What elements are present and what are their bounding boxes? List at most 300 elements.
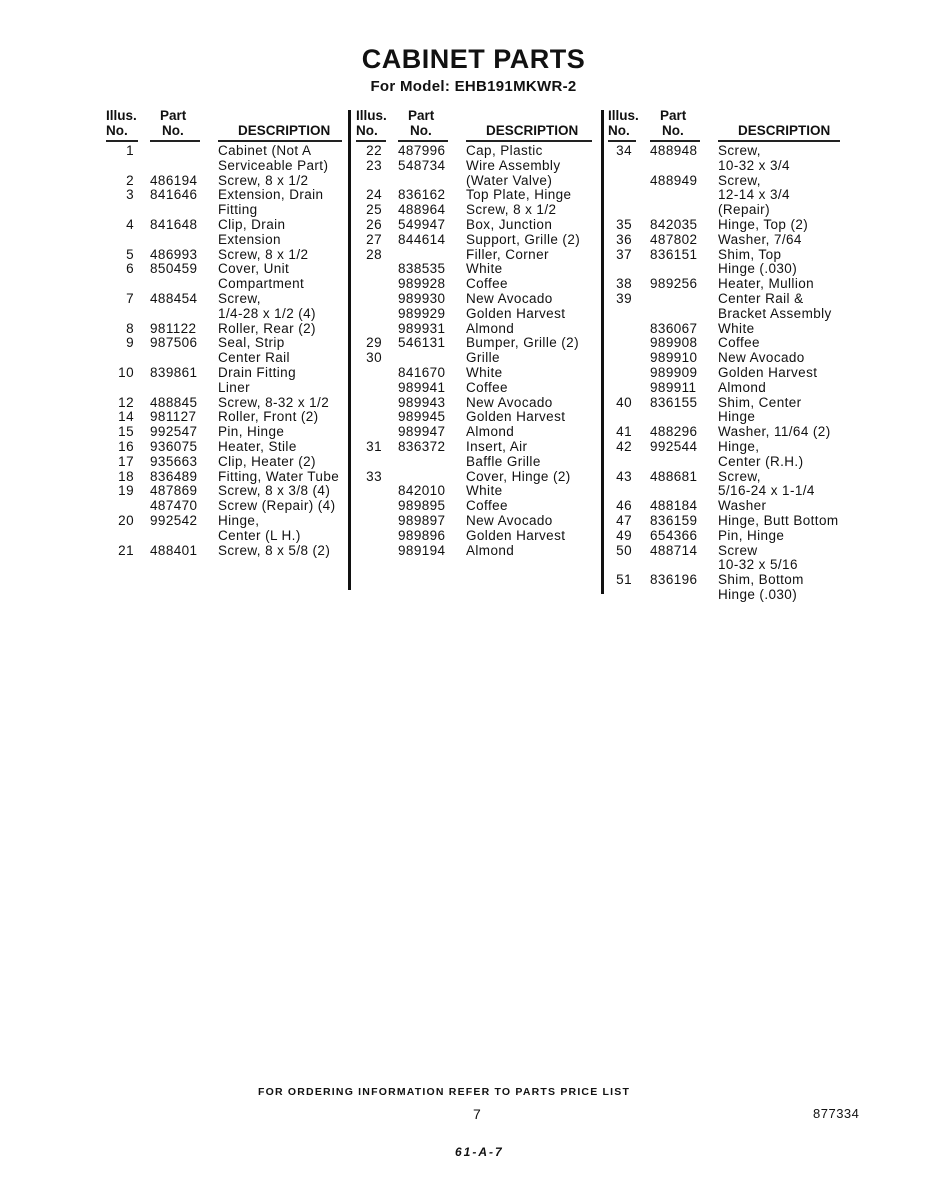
part-description: New Avocado	[466, 290, 553, 306]
part-row	[608, 529, 840, 544]
part-description: Almond	[466, 542, 515, 558]
parts-column-3	[608, 108, 840, 603]
header-underline	[466, 140, 592, 142]
part-row	[608, 292, 840, 307]
part-description: Extension	[218, 231, 281, 247]
part-description: Cover, Unit	[218, 261, 290, 277]
part-description: Coffee	[718, 335, 760, 351]
part-number: 487869	[150, 483, 198, 499]
part-row	[106, 248, 342, 263]
part-description: Wire Assembly	[466, 157, 561, 173]
part-description: Hinge,	[718, 438, 760, 454]
illus-number: 25	[366, 202, 382, 218]
part-description: Extension, Drain	[218, 187, 324, 203]
header-underline	[398, 140, 448, 142]
part-number: 836196	[650, 572, 698, 588]
illus-number: 22	[366, 143, 382, 158]
part-description: Almond	[718, 379, 767, 395]
illus-number: 21	[118, 542, 134, 558]
part-row	[106, 366, 342, 381]
illus-number: 38	[616, 276, 632, 292]
illus-number: 14	[118, 409, 134, 425]
part-row	[106, 425, 342, 440]
part-description: Hinge,	[218, 512, 260, 528]
part-row-continuation	[106, 277, 342, 292]
part-number: 836162	[398, 187, 446, 203]
part-description: Center Rail	[218, 350, 290, 366]
part-description: Screw,	[718, 468, 761, 484]
part-number: 989929	[398, 305, 446, 321]
part-number: 836067	[650, 320, 698, 336]
part-description: 10-32 x 3/4	[718, 157, 790, 173]
part-number: 989911	[650, 379, 697, 395]
illus-number: 34	[616, 143, 632, 158]
part-row	[106, 174, 342, 189]
illus-number: 8	[126, 320, 134, 336]
header-illus: Illus.	[106, 108, 137, 123]
part-row	[608, 381, 840, 396]
header-part-no: No.	[410, 123, 432, 138]
part-description: Shim, Center	[718, 394, 802, 410]
part-number: 836151	[650, 246, 698, 262]
part-description: 10-32 x 5/16	[718, 557, 798, 573]
part-row	[356, 529, 592, 544]
part-description: New Avocado	[466, 394, 553, 410]
part-description: Support, Grille (2)	[466, 231, 581, 247]
part-row-continuation	[106, 351, 342, 366]
part-number: 981122	[150, 320, 197, 336]
header-part: Part	[160, 108, 187, 123]
part-description: Almond	[466, 320, 515, 336]
part-row	[356, 307, 592, 322]
part-description: Hinge, Butt Bottom	[718, 512, 839, 528]
illus-number: 10	[118, 364, 134, 380]
part-description: Shim, Bottom	[718, 572, 804, 588]
part-number: 488948	[650, 143, 698, 158]
part-number: 989931	[398, 320, 446, 336]
part-number: 989928	[398, 276, 446, 292]
illus-number: 33	[366, 468, 382, 484]
part-description: Baffle Grille	[466, 453, 541, 469]
part-description: Cabinet (Not A	[218, 143, 312, 158]
part-row	[106, 322, 342, 337]
part-description: Golden Harvest	[466, 409, 566, 425]
part-number: 989895	[398, 498, 446, 514]
part-row	[608, 248, 840, 263]
part-description: Hinge (.030)	[718, 586, 798, 602]
part-row	[106, 410, 342, 425]
part-number: 839861	[150, 364, 198, 380]
part-description: Washer	[718, 498, 767, 514]
model-subtitle: For Model: EHB191MKWR-2	[370, 78, 577, 95]
part-row	[356, 366, 592, 381]
part-number: 488714	[650, 542, 698, 558]
part-row	[356, 381, 592, 396]
part-number: 989194	[398, 542, 446, 558]
part-description: Screw,	[718, 172, 761, 188]
part-number: 654366	[650, 527, 698, 543]
part-row	[608, 322, 840, 337]
part-description: Liner	[218, 379, 251, 395]
part-row	[608, 425, 840, 440]
illus-number: 49	[616, 527, 632, 543]
part-description: New Avocado	[718, 350, 805, 366]
part-row-continuation	[106, 307, 342, 322]
part-description: Bumper, Grille (2)	[466, 335, 579, 351]
header-part-no: No.	[662, 123, 684, 138]
part-description: Coffee	[466, 498, 508, 514]
part-row	[608, 499, 840, 514]
part-number: 549947	[398, 216, 446, 232]
part-row	[608, 396, 840, 411]
part-row	[106, 455, 342, 470]
part-description: New Avocado	[466, 512, 553, 528]
part-row	[106, 484, 342, 499]
part-number: 836372	[398, 438, 446, 454]
part-description: Washer, 7/64	[718, 231, 802, 247]
part-description: Screw, 8 x 5/8 (2)	[218, 542, 331, 558]
part-number: 841646	[150, 187, 198, 203]
column-divider	[601, 110, 604, 594]
part-number: 836159	[650, 512, 698, 528]
page-number: 7	[473, 1106, 481, 1122]
part-row	[356, 484, 592, 499]
part-number: 841648	[150, 216, 198, 232]
part-row-continuation	[106, 529, 342, 544]
part-number: 992544	[650, 438, 698, 454]
part-description: Grille	[466, 350, 500, 366]
part-description: Almond	[466, 424, 515, 440]
illus-number: 36	[616, 231, 632, 247]
part-description: Pin, Hinge	[718, 527, 785, 543]
part-description: Washer, 11/64 (2)	[718, 424, 831, 440]
part-row	[356, 248, 592, 263]
part-description: Screw (Repair) (4)	[218, 498, 336, 514]
header-underline	[356, 140, 386, 142]
part-description: Screw, 8 x 1/2	[466, 202, 557, 218]
part-description: Screw,	[718, 143, 761, 158]
parts-column-1	[106, 108, 342, 558]
part-description: 1/4-28 x 1/2 (4)	[218, 305, 316, 321]
part-description: Coffee	[466, 276, 508, 292]
header-illus-no: No.	[608, 123, 630, 138]
part-description: 12-14 x 3/4	[718, 187, 790, 203]
part-row-continuation	[106, 159, 342, 174]
part-row	[356, 470, 592, 485]
handwritten-note: 61-A-7	[455, 1145, 504, 1159]
part-description: Hinge (.030)	[718, 261, 798, 277]
part-row	[356, 277, 592, 292]
part-description: Hinge	[718, 409, 756, 425]
part-row-continuation	[608, 262, 840, 277]
part-number: 838535	[398, 261, 446, 277]
illus-number: 40	[616, 394, 632, 410]
part-row-continuation	[106, 203, 342, 218]
part-row	[106, 144, 342, 159]
part-row-continuation	[608, 159, 840, 174]
part-number: 488845	[150, 394, 198, 410]
part-number: 488401	[150, 542, 198, 558]
part-row	[356, 514, 592, 529]
header-description: DESCRIPTION	[486, 123, 579, 138]
part-row-continuation	[608, 188, 840, 203]
part-row	[356, 499, 592, 514]
illus-number: 24	[366, 187, 382, 203]
part-row	[608, 233, 840, 248]
part-row	[356, 159, 592, 174]
part-row	[608, 174, 840, 189]
part-number: 989947	[398, 424, 446, 440]
illus-number: 20	[118, 512, 134, 528]
illus-number: 39	[616, 290, 632, 306]
header-illus: Illus.	[356, 108, 387, 123]
part-number: 842010	[398, 483, 446, 499]
part-number: 850459	[150, 261, 198, 277]
part-number: 992547	[150, 424, 198, 440]
header-underline	[608, 140, 636, 142]
part-row	[106, 188, 342, 203]
part-number: 989930	[398, 290, 446, 306]
illus-number: 7	[126, 290, 134, 306]
header-underline	[150, 140, 200, 142]
page-title: CABINET PARTS	[361, 44, 586, 74]
part-number: 844614	[398, 231, 446, 247]
part-description: Screw, 8 x 1/2	[218, 246, 309, 262]
illus-number: 31	[366, 438, 382, 454]
part-number: 989945	[398, 409, 446, 425]
part-description: Clip, Heater (2)	[218, 453, 316, 469]
illus-number: 9	[126, 335, 134, 351]
part-number: 936075	[150, 438, 198, 454]
part-description: Screw,	[218, 290, 261, 306]
header-underline	[650, 140, 700, 142]
part-row	[356, 233, 592, 248]
part-row	[356, 218, 592, 233]
part-row	[106, 396, 342, 411]
part-number: 487802	[650, 231, 698, 247]
part-row-continuation	[608, 307, 840, 322]
part-row-continuation	[608, 203, 840, 218]
illus-number: 15	[118, 424, 134, 440]
illus-number: 27	[366, 231, 382, 247]
illus-number: 26	[366, 216, 382, 232]
part-row-continuation	[608, 455, 840, 470]
part-number: 989941	[398, 379, 446, 395]
part-row-continuation	[356, 174, 592, 189]
part-row	[356, 144, 592, 159]
part-description: 5/16-24 x 1-1/4	[718, 483, 815, 499]
part-number: 987506	[150, 335, 198, 351]
ordering-note: FOR ORDERING INFORMATION REFER TO PARTS PRICE LIST	[258, 1086, 631, 1098]
part-number: 836489	[150, 468, 198, 484]
part-row	[608, 336, 840, 351]
part-description: Roller, Rear (2)	[218, 320, 316, 336]
part-row-continuation	[356, 455, 592, 470]
part-row	[356, 410, 592, 425]
part-description: Screw, 8-32 x 1/2	[218, 394, 330, 410]
part-row	[106, 499, 342, 514]
part-description: (Water Valve)	[466, 172, 553, 188]
part-description: Golden Harvest	[718, 364, 818, 380]
part-description: Center (R.H.)	[718, 453, 804, 469]
part-description: Coffee	[466, 379, 508, 395]
illus-number: 19	[118, 483, 134, 499]
part-row	[608, 218, 840, 233]
part-row	[356, 262, 592, 277]
part-description: Seal, Strip	[218, 335, 285, 351]
illus-number: 42	[616, 438, 632, 454]
part-number: 841670	[398, 364, 446, 380]
header-part-no: No.	[162, 123, 184, 138]
illus-number: 17	[118, 453, 134, 469]
illus-number: 37	[616, 246, 632, 262]
part-description: Pin, Hinge	[218, 424, 285, 440]
illus-number: 29	[366, 335, 382, 351]
header-illus: Illus.	[608, 108, 639, 123]
part-description: Drain Fitting	[218, 364, 296, 380]
part-description: Fitting, Water Tube	[218, 468, 340, 484]
part-row	[608, 470, 840, 485]
illus-number: 51	[616, 572, 632, 588]
part-description: Top Plate, Hinge	[466, 187, 572, 203]
part-description: Center (L H.)	[218, 527, 301, 543]
part-row	[608, 277, 840, 292]
illus-number: 46	[616, 498, 632, 514]
part-row	[356, 322, 592, 337]
part-row	[106, 336, 342, 351]
illus-number: 47	[616, 512, 632, 528]
illus-number: 1	[126, 143, 134, 158]
illus-number: 4	[126, 216, 134, 232]
part-number: 488964	[398, 202, 446, 218]
part-description: Screw, 8 x 3/8 (4)	[218, 483, 331, 499]
header-underline	[106, 140, 138, 142]
part-number: 488184	[650, 498, 698, 514]
part-row	[356, 336, 592, 351]
illus-number: 12	[118, 394, 134, 410]
header-underline	[718, 140, 840, 142]
illus-number: 23	[366, 157, 382, 173]
illus-number: 2	[126, 172, 134, 188]
part-row	[106, 544, 342, 559]
illus-number: 35	[616, 216, 632, 232]
part-row	[106, 440, 342, 455]
part-description: White	[466, 364, 503, 380]
part-row	[608, 351, 840, 366]
part-number: 989943	[398, 394, 446, 410]
part-number: 989910	[650, 350, 698, 366]
part-description: (Repair)	[718, 202, 770, 218]
header-underline	[218, 140, 342, 142]
part-description: Serviceable Part)	[218, 157, 329, 173]
header-illus-no: No.	[106, 123, 128, 138]
part-row	[106, 262, 342, 277]
part-description: Cover, Hinge (2)	[466, 468, 571, 484]
header-part: Part	[660, 108, 687, 123]
header-part: Part	[408, 108, 435, 123]
part-row	[106, 218, 342, 233]
part-row	[608, 144, 840, 159]
part-number: 487996	[398, 143, 446, 158]
part-description: White	[466, 483, 503, 499]
part-description: Cap, Plastic	[466, 143, 543, 158]
part-row-continuation	[608, 484, 840, 499]
part-row	[356, 203, 592, 218]
part-number: 989908	[650, 335, 698, 351]
part-description: Bracket Assembly	[718, 305, 832, 321]
part-description: Heater, Stile	[218, 438, 297, 454]
part-number: 486194	[150, 172, 198, 188]
illus-number: 16	[118, 438, 134, 454]
illus-number: 5	[126, 246, 134, 262]
part-number: 836155	[650, 394, 698, 410]
part-number: 842035	[650, 216, 698, 232]
part-row	[356, 425, 592, 440]
part-row	[608, 440, 840, 455]
part-row	[106, 292, 342, 307]
part-row	[356, 188, 592, 203]
part-row	[608, 544, 840, 559]
illus-number: 41	[616, 424, 632, 440]
part-row	[356, 396, 592, 411]
part-description: Screw, 8 x 1/2	[218, 172, 309, 188]
part-description: Box, Junction	[466, 216, 553, 232]
column-header	[356, 108, 592, 141]
part-number: 486993	[150, 246, 198, 262]
part-row	[356, 351, 592, 366]
part-row-continuation	[106, 381, 342, 396]
header-description: DESCRIPTION	[738, 123, 831, 138]
part-number: 992542	[150, 512, 198, 528]
illus-number: 3	[126, 187, 134, 203]
part-description: Fitting	[218, 202, 258, 218]
part-description: Golden Harvest	[466, 527, 566, 543]
part-number: 548734	[398, 157, 446, 173]
parts-column-2	[356, 108, 592, 558]
part-number: 488681	[650, 468, 698, 484]
part-number: 488949	[650, 172, 698, 188]
illus-number: 6	[126, 261, 134, 277]
header-illus-no: No.	[356, 123, 378, 138]
part-description: Filler, Corner	[466, 246, 549, 262]
part-description: Clip, Drain	[218, 216, 286, 232]
part-row	[608, 514, 840, 529]
illus-number: 30	[366, 350, 382, 366]
part-number: 989256	[650, 276, 698, 292]
part-row-continuation	[608, 410, 840, 425]
part-row-continuation	[106, 233, 342, 248]
column-divider	[348, 110, 351, 590]
illus-number: 18	[118, 468, 134, 484]
part-row	[608, 573, 840, 588]
part-number: 488296	[650, 424, 698, 440]
part-row	[356, 440, 592, 455]
part-row	[106, 514, 342, 529]
column-header	[106, 108, 342, 141]
header-description: DESCRIPTION	[238, 123, 331, 138]
document-number: 877334	[813, 1106, 860, 1121]
part-number: 487470	[150, 498, 198, 514]
part-row	[608, 366, 840, 381]
illus-number: 50	[616, 542, 632, 558]
part-number: 989909	[650, 364, 698, 380]
illus-number: 28	[366, 246, 382, 262]
part-row	[356, 544, 592, 559]
part-description: Golden Harvest	[466, 305, 566, 321]
part-number: 989896	[398, 527, 446, 543]
part-row	[106, 470, 342, 485]
part-description: White	[718, 320, 755, 336]
